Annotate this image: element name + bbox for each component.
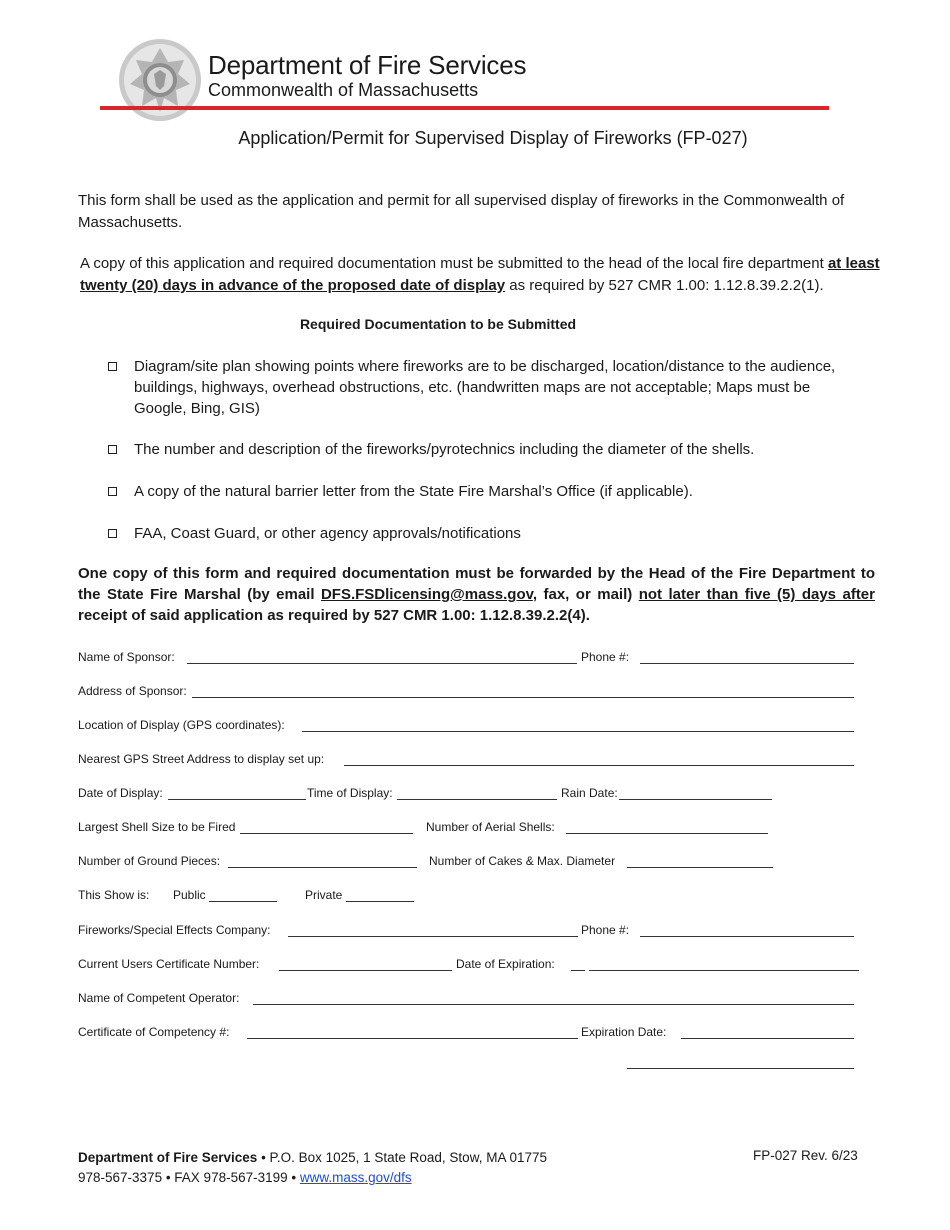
sponsor-name-label: Name of Sponsor: <box>78 650 175 664</box>
intro-paragraph: This form shall be used as the application and permit for all supervised display of fireworks in the Commonwealth of Massachusetts. <box>78 192 845 231</box>
display-date-field[interactable] <box>168 787 306 800</box>
required-item-text: A copy of the natural barrier letter from the State Fire Marshal’s Office (if applicable). <box>134 483 693 500</box>
company-field[interactable] <box>288 924 578 937</box>
submission-paragraph <box>80 253 880 297</box>
footer-phone-line <box>78 1168 547 1188</box>
footer-contact <box>78 1148 547 1188</box>
header-divider <box>100 106 829 110</box>
forwarding-deadline: not later than five (5) days after <box>638 586 875 603</box>
forwarding-paragraph <box>78 563 875 626</box>
largest-shell-field[interactable] <box>240 821 413 834</box>
public-label: Public <box>173 888 206 902</box>
cakes-label: Number of Cakes & Max. Diameter <box>429 854 616 868</box>
submission-text-2: as required by 527 CMR 1.00: 1.12.8.39.2.2(1). <box>505 277 824 294</box>
competency-expiration-label: Expiration Date: <box>581 1025 667 1039</box>
display-time-label: Time of Display: <box>307 786 393 800</box>
rain-date-label: Rain Date: <box>561 786 618 800</box>
forwarding-text-3: receipt of said application as required by 527 CMR 1.00: 1.12.8.39.2.2(4). <box>78 607 590 624</box>
private-label: Private <box>305 888 343 902</box>
cert-expiration-prefix[interactable] <box>571 958 585 971</box>
operator-label: Name of Competent Operator: <box>78 991 240 1005</box>
checkbox-icon <box>108 445 117 454</box>
public-field[interactable] <box>209 889 277 902</box>
checkbox-icon <box>108 362 117 371</box>
signature-field[interactable] <box>627 1056 854 1069</box>
operator-field[interactable] <box>253 992 854 1005</box>
competency-field[interactable] <box>247 1026 578 1039</box>
checkbox-icon <box>108 529 117 538</box>
aerial-shells-field[interactable] <box>566 821 768 834</box>
sponsor-phone-label: Phone #: <box>581 650 630 664</box>
display-location-label: Location of Display (GPS coordinates): <box>78 718 285 732</box>
display-time-field[interactable] <box>397 787 557 800</box>
required-item-text: Diagram/site plan showing points where fireworks are to be discharged, location/distance to the audience, buildings, highways, overhead obstructions, etc. (handwritten maps are not acceptable; Maps must be Google, Bing, GIS) <box>134 358 836 417</box>
ground-pieces-field[interactable] <box>228 855 417 868</box>
company-phone-field[interactable] <box>640 924 854 937</box>
deadline-text: at least twenty (20) days in advance of the proposed date of display <box>80 255 880 294</box>
aerial-shells-label: Number of Aerial Shells: <box>426 820 555 834</box>
form-revision: FP-027 Rev. 6/23 <box>753 1148 858 1163</box>
dfs-website-link[interactable]: www.mass.gov/dfs <box>299 1170 412 1185</box>
sponsor-address-field[interactable] <box>192 685 854 698</box>
gps-address-label: Nearest GPS Street Address to display set up: <box>78 752 325 766</box>
required-item-text: The number and description of the fireworks/pyrotechnics including the diameter of the shells. <box>134 441 755 458</box>
forwarding-text-1: One copy of this form and required documentation must be forwarded by the Head of the Fire Department to the State Fire Marshal (by email <box>78 565 875 603</box>
form-title: Application/Permit for Supervised Display of Fireworks (FP-027) <box>238 128 748 148</box>
competency-label: Certificate of Competency #: <box>78 1025 230 1039</box>
sponsor-address-label: Address of Sponsor: <box>78 684 187 698</box>
footer-org: Department of Fire Services <box>78 1150 258 1165</box>
gps-address-field[interactable] <box>344 753 854 766</box>
required-docs-heading: Required Documentation to be Submitted <box>299 316 577 332</box>
required-item-text: FAA, Coast Guard, or other agency approvals/notifications <box>134 525 521 542</box>
rain-date-field[interactable] <box>619 787 772 800</box>
display-location-field[interactable] <box>302 719 854 732</box>
largest-shell-label: Largest Shell Size to be Fired <box>78 820 236 834</box>
company-phone-label: Phone #: <box>581 923 630 937</box>
private-field[interactable] <box>346 889 414 902</box>
footer-phone: 978-567-3375 • FAX 978-567-3199 • <box>78 1170 300 1185</box>
fsd-email-link[interactable]: DFS.FSDlicensing@mass.gov <box>320 586 533 603</box>
sponsor-phone-field[interactable] <box>640 651 854 664</box>
cert-number-field[interactable] <box>279 958 452 971</box>
sponsor-name-field[interactable] <box>187 651 577 664</box>
forwarding-text-2: , fax, or mail) <box>532 586 639 603</box>
cert-expiration-label: Date of Expiration: <box>456 957 555 971</box>
org-name: Department of Fire Services <box>208 50 527 80</box>
org-subtitle: Commonwealth of Massachusetts <box>208 80 479 100</box>
cakes-field[interactable] <box>627 855 773 868</box>
competency-expiration-field[interactable] <box>681 1026 854 1039</box>
company-label: Fireworks/Special Effects Company: <box>78 923 271 937</box>
footer-address-line <box>78 1148 547 1168</box>
display-date-label: Date of Display: <box>78 786 163 800</box>
checkbox-icon <box>108 487 117 496</box>
cert-number-label: Current Users Certificate Number: <box>78 957 260 971</box>
show-type-label: This Show is: <box>78 888 150 902</box>
footer-address: • P.O. Box 1025, 1 State Road, Stow, MA 01775 <box>257 1150 547 1165</box>
ground-pieces-label: Number of Ground Pieces: <box>78 854 221 868</box>
submission-text-1: A copy of this application and required documentation must be submitted to the head of the local fire department <box>80 255 824 272</box>
cert-expiration-field[interactable] <box>589 958 859 971</box>
